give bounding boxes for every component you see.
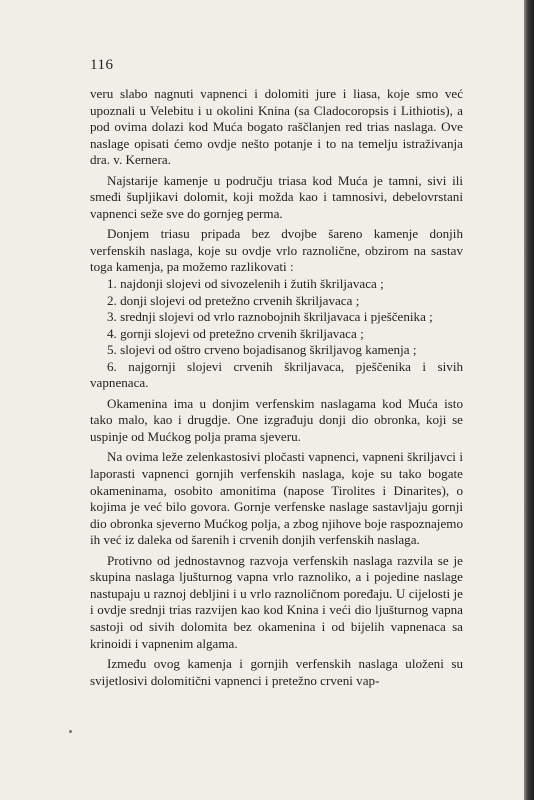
paragraph-1: veru slabo nagnuti vapnenci i dolomiti jure i liasa, koje smo već upoznali u Velebitu i u okolini Knina (sa Cladocoropsis i Lithiotis), a pod ovima dolazi kod Muća bogato raščlanjen red trias naslaga. Ove naslage opisati ćemo ovdje nešto potanje i to na temelju istraživanja dra. v. Kernera. [90, 86, 463, 168]
list-item: 1. najdonji slojevi od sivozelenih i žutih škriljavaca ; [107, 276, 384, 292]
paper-speck [69, 730, 72, 733]
paragraph-5: Na ovima leže zelenkastosivi pločasti vapnenci, vapneni škriljavci i laporasti vapnenci gornjih verfenskih naslaga, koje su tako bogate okameninama, osobito amonitima (napose Tirolites i Dinarites), o kojima je već bilo govora. Gornje verfenske naslage sastavljaju gornji dio obronka sjeverno Mućkog polja, a zbog njihove boje raspoznajemo ih već iz daleka od šarenih i crvenih donjih verfenskih naslaga. [90, 449, 463, 548]
paragraph-7: Između ovog kamenja i gornjih verfenskih naslaga uloženi su svijetlosivi dolomitični vapnenci i pretežno crveni vap- [90, 656, 463, 688]
list-item: 4. gornji slojevi od pretežno crvenih škriljavaca ; [107, 325, 364, 341]
list-item: 6. najgornji slojevi crvenih škriljavaca, pješčenika i sivih vapnenaca. [90, 358, 463, 391]
list-item: 5. slojevi od oštro crveno bojadisanog škriljavog kamenja ; [107, 342, 417, 358]
rock-layer-list [90, 276, 463, 392]
list-item: 3. srednji slojevi od vrlo raznobojnih škriljavaca i pješčenika ; [107, 309, 433, 325]
page-number: 116 [90, 57, 114, 73]
paragraph-4: Okamenina ima u donjim verfenskim naslagama kod Muća isto tako malo, kao i drugdje. One izgrađuju donji dio obronka, koji se uspinje od Mućkog polja prama sjeveru. [90, 395, 463, 444]
paragraph-3: Donjem triasu pripada bez dvojbe šareno kamenje donjih verfenskih naslaga, koje su ovdje vrlo raznolične, obzirom na sastav toga kamenja, pa možemo razlikovati : [90, 226, 463, 275]
page-edge-shadow [524, 0, 534, 800]
paragraph-6: Protivno od jednostavnog razvoja verfenskih naslaga razvila se je skupina naslaga ljušturnog vapna vrlo raznoliko, a i pojedine naslage nastupaju u raznoj debljini i u vrlo raznoličnom poređaju. U cijelosti je i ovdje srednji trias razvijen kao kod Knina i veći dio ljušturnog vapna sastoji od sivih dolomita bez okamenina i od bijelih vapnenaca sa krinoidi i vapnenim algama. [90, 552, 463, 651]
body-text [90, 86, 463, 693]
paragraph-2: Najstarije kamenje u području triasa kod Muća je tamni, sivi ili smeđi šupljikavi dolomit, koji možda kao i tamnosivi, debelovrstani vapnenci seže sve do gornjeg perma. [90, 172, 463, 221]
list-item: 2. donji slojevi od pretežno crvenih škriljavaca ; [107, 292, 360, 308]
